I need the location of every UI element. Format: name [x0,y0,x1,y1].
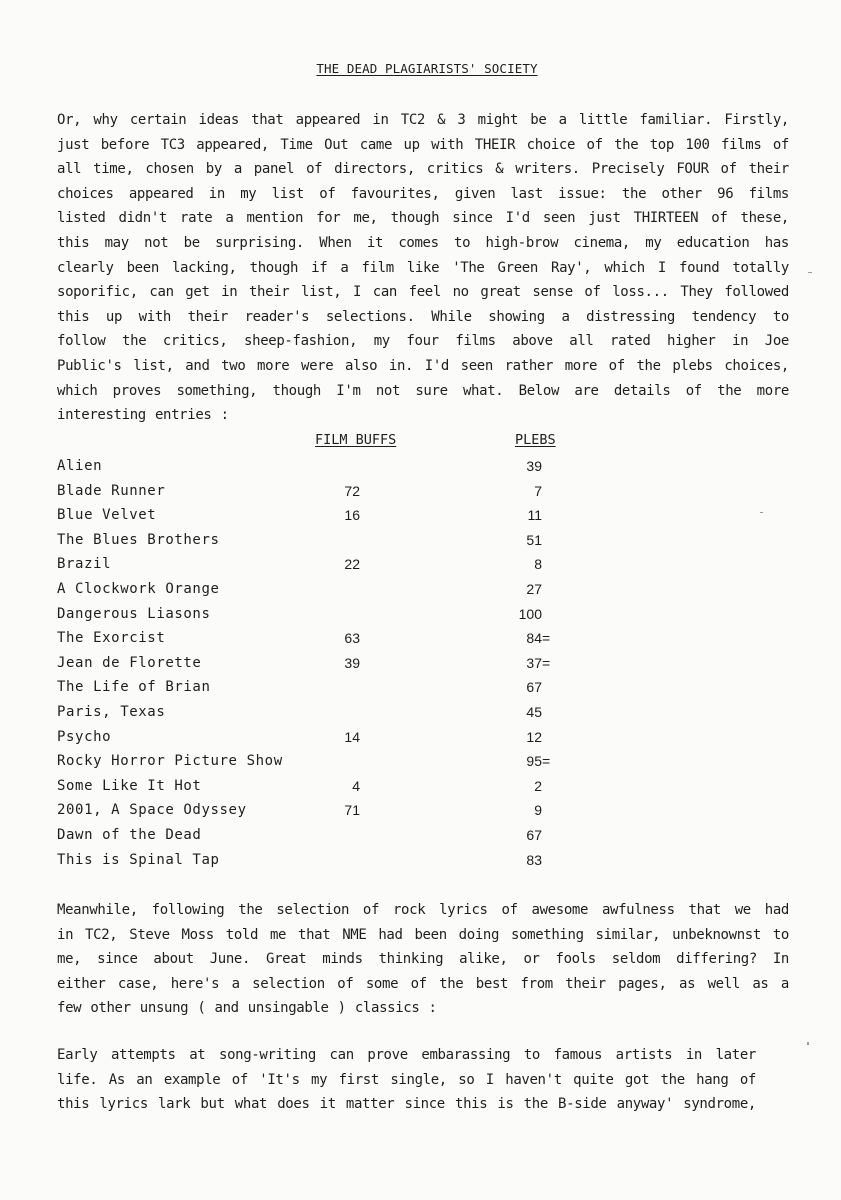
plebs-rank-value: 67 [526,826,542,843]
film-title-cell: The Life of Brian [57,679,211,696]
table-row [57,700,797,725]
film-title-cell: Rocky Horror Picture Show [57,753,283,770]
tie-marker: = [542,753,551,770]
film-buffs-rank-cell: 71 [344,802,360,819]
plebs-rank-value: 9 [534,802,542,819]
film-title-cell: Psycho [57,728,112,745]
film-title-cell: Alien [57,458,103,474]
plebs-rank-value: 84 [526,630,542,647]
paragraph-line: this lyrics lark but what does it matter since this is the B-side anyway' syndrome, [57,1096,756,1113]
film-buffs-rank-cell: 16 [344,507,360,524]
scan-speck [808,272,812,273]
paragraph-line: listed didn't rate a mention for me, though since I'd seen just THIRTEEN of these, [57,210,789,227]
paragraph-line: all time, chosen by a panel of directors, critics & writers. Precisely FOUR of their [57,161,789,178]
plebs-rank-cell [512,700,542,725]
table-row [57,528,797,553]
plebs-rank-value: 2 [534,777,542,794]
table-row [57,749,797,774]
film-buffs-rank-cell: 22 [344,556,360,573]
plebs-rank-cell [512,602,542,627]
table-row [57,602,797,627]
table-row [57,454,797,479]
plebs-rank-cell [512,577,542,602]
film-title-cell: This is Spinal Tap [57,851,220,868]
plebs-rank-value: 67 [526,679,542,696]
plebs-rank-cell [512,454,542,479]
plebs-rank-value: 27 [526,580,542,597]
paragraph-line: Public's list, and two more were also in. I'd seen rather more of the plebs choices, [57,357,789,374]
paragraph-line: Or, why certain ideas that appeared in TC2 & 3 might be a little familiar. Firstly, [57,112,789,128]
meanwhile-paragraph [57,898,789,1021]
document-title [57,61,797,76]
document-title-text: THE DEAD PLAGIARISTS' SOCIETY [316,61,538,76]
film-buffs-rank-cell: 14 [344,728,360,745]
scan-speck [760,512,763,513]
plebs-rank-value: 100 [518,605,542,622]
plebs-rank-cell [512,823,542,848]
film-ranking-table [57,454,797,872]
table-row [57,774,797,799]
film-buffs-rank-cell: 63 [344,630,360,647]
plebs-rank-value: 39 [526,458,542,474]
plebs-rank-value: 51 [526,531,542,548]
film-title-cell: Blade Runner [57,482,166,499]
film-title-cell: The Exorcist [57,630,166,647]
paragraph-line: just before TC3 appeared, Time Out came up with THEIR choice of the top 100 films of [57,136,789,153]
paragraph-line: me, since about June. Great minds thinking alike, or fools seldom differing? In [57,951,789,968]
film-buffs-rank-cell: 72 [344,482,360,499]
film-title-cell: Dawn of the Dead [57,826,202,843]
plebs-rank-value: 37 [526,654,542,671]
table-row [57,675,797,700]
paragraph-line: soporific, can get in their list, I can feel no great sense of loss... They followed [57,284,789,301]
early-attempts-paragraph [57,1043,756,1117]
paragraph-line: either case, here's a selection of some of the best from their pages, as well as a [57,975,789,992]
plebs-rank-value: 11 [527,507,542,524]
table-row [57,626,797,651]
plebs-rank-cell [512,528,542,553]
table-row [57,725,797,750]
film-title-cell: Jean de Florette [57,654,202,671]
paragraph-line: this up with their reader's selections. While showing a distressing tendency to [57,308,789,325]
scan-speck [807,1042,809,1045]
film-title-cell: Some Like It Hot [57,777,202,794]
plebs-rank-value: 8 [534,556,542,573]
paragraph-line: Meanwhile, following the selection of rock lyrics of awesome awfulness that we had [57,902,789,918]
paragraph-line: follow the critics, sheep-fashion, my four films above all rated higher in Joe [57,333,789,350]
paragraph-line: clearly been lacking, though if a film like 'The Green Ray', which I found totally [57,259,789,276]
intro-paragraph [57,108,789,428]
film-title-cell: A Clockwork Orange [57,580,220,597]
table-row [57,503,797,528]
column-header-film-buffs: FILM BUFFS [315,432,397,448]
plebs-rank-cell [512,479,542,504]
film-buffs-rank-cell: 39 [344,654,360,671]
paragraph-line: choices appeared in my list of favourites, given last issue: the other 96 films [57,185,789,202]
film-title-cell: Dangerous Liasons [57,605,211,622]
table-row [57,823,797,848]
plebs-rank-cell [512,774,542,799]
plebs-rank-value: 95 [526,753,542,770]
plebs-rank-cell [512,798,542,823]
paragraph-line: life. As an example of 'It's my first single, so I haven't quite got the hang of [57,1071,756,1088]
plebs-rank-cell [512,725,542,750]
paragraph-line: few other unsung ( and unsingable ) classics : [57,1000,437,1017]
plebs-rank-cell [512,675,542,700]
paragraph-line: interesting entries : [57,407,229,424]
plebs-rank-value: 45 [526,703,542,720]
plebs-rank-cell [512,651,551,676]
table-row [57,577,797,602]
table-row [57,552,797,577]
plebs-rank-cell [512,552,542,577]
table-row [57,651,797,676]
plebs-rank-cell [512,503,542,528]
paragraph-line: in TC2, Steve Moss told me that NME had been doing something similar, unbeknownst to [57,926,789,943]
plebs-rank-value: 12 [526,728,542,745]
column-header-plebs: PLEBS [515,432,556,448]
film-title-cell: Blue Velvet [57,507,157,524]
film-title-cell: 2001, A Space Odyssey [57,802,247,819]
film-title-cell: Paris, Texas [57,703,166,720]
plebs-rank-cell [512,749,551,774]
tie-marker: = [542,630,551,647]
table-row [57,798,797,823]
film-title-cell: The Blues Brothers [57,531,220,548]
film-title-cell: Brazil [57,556,112,573]
film-table-header [57,432,797,452]
plebs-rank-value: 83 [526,851,542,868]
table-row [57,848,797,873]
plebs-rank-value: 7 [534,482,542,499]
tie-marker: = [542,654,551,671]
paragraph-line: this may not be surprising. When it comes to high-brow cinema, my education has [57,234,789,251]
film-buffs-rank-cell: 4 [352,777,360,794]
paragraph-line: which proves something, though I'm not sure what. Below are details of the more [57,382,789,399]
plebs-rank-cell [512,848,542,873]
table-row [57,479,797,504]
paragraph-line: Early attempts at song-writing can prove embarassing to famous artists in later [57,1047,756,1063]
plebs-rank-cell [512,626,551,651]
